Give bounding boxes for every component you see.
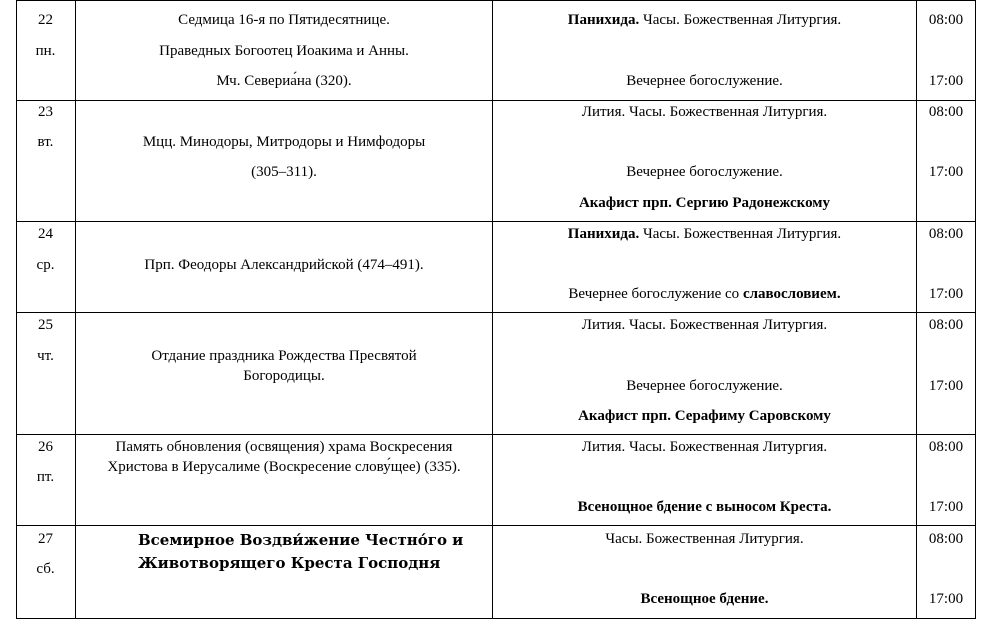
service-time: 08:00: [928, 12, 964, 28]
service-time: 17:00: [928, 73, 964, 89]
service-time: 17:00: [928, 378, 964, 394]
grid-line: [16, 434, 976, 435]
service-line: Панихида. Часы. Божественная Литургия.: [567, 12, 842, 28]
saint-line: Мцц. Минодоры, Митродоры и Нимфодоры: [142, 134, 426, 150]
service-line: Всенощное бдение с выносом Креста.: [577, 499, 832, 515]
grid-line: [16, 221, 976, 222]
service-line: Всенощное бдение.: [640, 591, 769, 607]
feast-title-line: Всемирное Воздви́жение Честно́го и: [138, 531, 464, 549]
service-line: Часы. Божественная Литургия.: [605, 531, 804, 547]
saint-line: Седмица 16-я по Пятидесятнице.: [178, 12, 390, 28]
service-line: Вечернее богослужение.: [626, 164, 783, 180]
service-line: Лития. Часы. Божественная Литургия.: [581, 104, 828, 120]
service-time: 17:00: [928, 164, 964, 180]
date-weekday: пт.: [36, 469, 55, 485]
service-line: Вечернее богослужение.: [626, 73, 783, 89]
service-time: 17:00: [928, 591, 964, 607]
grid-line: [16, 0, 17, 619]
saint-line: Праведных Богоотец Иоакима и Анны.: [159, 43, 409, 59]
date-weekday: чт.: [37, 348, 54, 364]
date-day: 22: [38, 12, 53, 28]
schedule-table: [16, 0, 976, 619]
date-weekday: сб.: [36, 561, 55, 577]
date-day: 27: [38, 531, 53, 547]
saint-line: Мч. Севериа́на (320).: [216, 73, 352, 89]
service-line: Панихида. Часы. Божественная Литургия.: [567, 226, 842, 242]
service-time: 08:00: [928, 439, 964, 455]
grid-line: [16, 618, 976, 619]
service-time: 17:00: [928, 286, 964, 302]
grid-line: [916, 0, 917, 619]
date-day: 26: [38, 439, 53, 455]
date-weekday: вт.: [37, 134, 54, 150]
saint-line: Отдание праздника Рождества Пресвятой: [151, 348, 417, 364]
akathist-line: Акафист прп. Сергию Радонежскому: [578, 195, 831, 211]
service-time: 17:00: [928, 499, 964, 515]
date-weekday: ср.: [36, 257, 55, 273]
service-time: 08:00: [928, 317, 964, 333]
saint-line: Христова в Иерусалиме (Воскресение слову́щее) (335).: [107, 459, 461, 475]
service-time: 08:00: [928, 531, 964, 547]
grid-line: [75, 0, 76, 619]
saint-line: Память обновления (освящения) храма Воскресения: [115, 439, 453, 455]
saint-line: Богородицы.: [243, 368, 325, 384]
grid-line: [492, 0, 493, 619]
feast-title-line: Животворящего Креста Господня: [138, 554, 441, 572]
service-line: Вечернее богослужение со славословием.: [568, 286, 841, 302]
service-line: Лития. Часы. Божественная Литургия.: [581, 317, 828, 333]
saint-line: (305–311).: [251, 164, 317, 180]
service-time: 08:00: [928, 226, 964, 242]
date-day: 25: [38, 317, 53, 333]
date-weekday: пн.: [35, 43, 56, 59]
service-time: 08:00: [928, 104, 964, 120]
grid-line: [16, 0, 976, 1]
saint-line: Прп. Феодоры Александрийской (474–491).: [144, 257, 424, 273]
date-day: 23: [38, 104, 53, 120]
akathist-line: Акафист прп. Серафиму Саровскому: [578, 408, 831, 424]
grid-line: [975, 0, 976, 619]
service-line: Лития. Часы. Божественная Литургия.: [581, 439, 828, 455]
grid-line: [16, 525, 976, 526]
date-day: 24: [38, 226, 53, 242]
grid-line: [16, 312, 976, 313]
service-line: Вечернее богослужение.: [626, 378, 783, 394]
grid-line: [16, 100, 976, 101]
